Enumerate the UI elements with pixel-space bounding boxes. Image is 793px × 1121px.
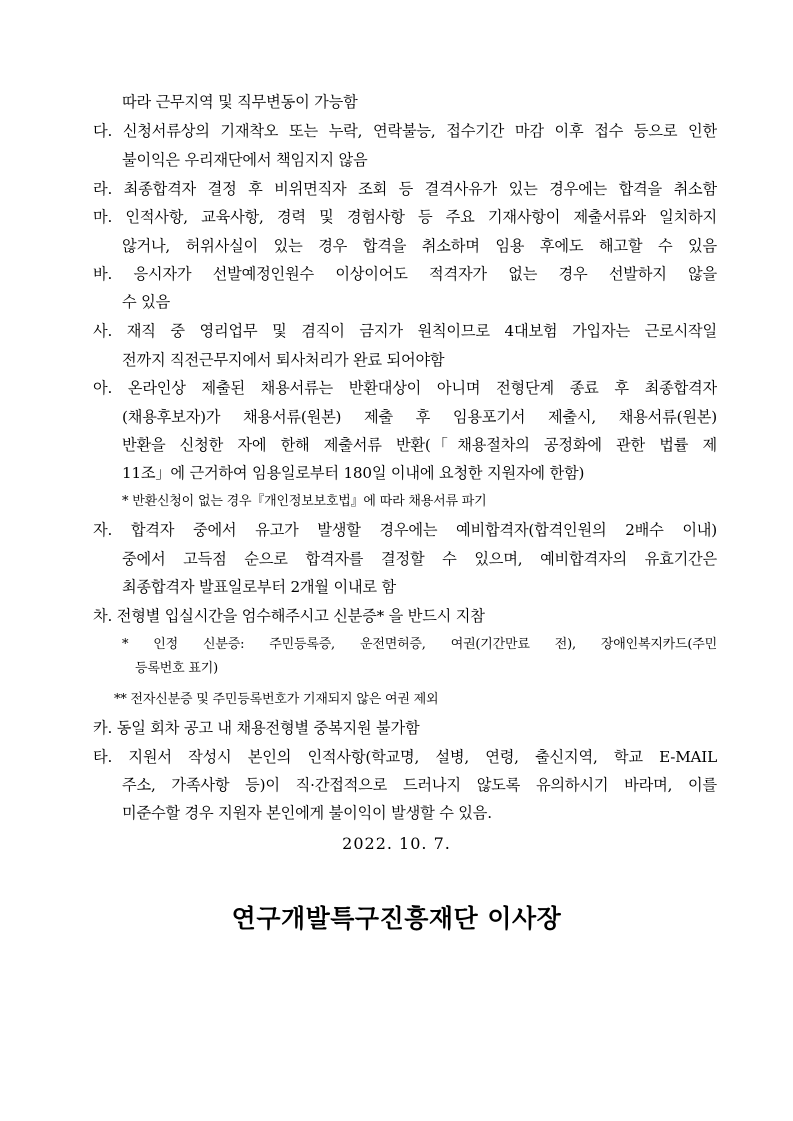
body-line: (채용후보자)가 채용서류(원본) 제출 후 임용포기서 제출시, 채용서류(원본)	[122, 408, 717, 426]
footnote: * 반환신청이 없는 경우『개인정보보호법』에 따라 채용서류 파기	[122, 494, 487, 509]
body-line: 않거나, 허위사실이 있는 경우 합격을 취소하며 임용 후에도 해고할 수 있음	[122, 237, 717, 255]
list-item-ja: 자. 합격자 중에서 유고가 발생할 경우에는 예비합격자(합격인원의 2배수 이내)	[93, 521, 717, 539]
body-line: 11조」에 근거하여 임용일로부터 180일 이내에 요청한 지원자에 한함)	[122, 464, 585, 482]
body-line: 전까지 직전근무지에서 퇴사처리가 완료 되어야함	[122, 351, 445, 369]
footnote: 등록번호 표기)	[135, 661, 218, 676]
body-line: 최종합격자 발표일로부터 2개월 이내로 함	[122, 578, 396, 596]
body-line: 주소, 가족사항 등)이 직·간접적으로 드러나지 않도록 유의하시기 바라며, 이를	[122, 776, 717, 794]
list-item-sa: 사. 재직 중 영리업무 및 겸직이 금지가 원칙이므로 4대보험 가입자는 근로시작일	[93, 322, 717, 340]
list-item-ma: 마. 인적사항, 교육사항, 경력 및 경험사항 등 주요 기재사항이 제출서류와 일치하지	[93, 208, 717, 226]
signer-title: 연구개발특구진흥재단 이사장	[231, 904, 562, 933]
body-line: 중에서 고득점 순으로 합격자를 결정할 수 있으며, 예비합격자의 유효기간은	[122, 550, 717, 568]
list-item-ta: 타. 지원서 작성시 본인의 인적사항(학교명, 설병, 연령, 출신지역, 학교 E-MAIL	[93, 748, 717, 766]
list-item-ba: 바. 응시자가 선발예정인원수 이상이어도 적격자가 없는 경우 선발하지 않을	[93, 265, 717, 283]
body-line: 불이익은 우리재단에서 책임지지 않음	[122, 151, 368, 169]
list-item-cha: 차. 전형별 입실시간을 엄수해주시고 신분증* 을 반드시 지참	[93, 607, 485, 625]
list-item-a: 아. 온라인상 제출된 채용서류는 반환대상이 아니며 전형단계 종료 후 최종합격자	[93, 379, 717, 397]
footnote: * 인정 신분증: 주민등록증, 운전면허증, 여권(기간만료 전), 장애인복지카드(주민	[122, 637, 717, 652]
body-line: 반환을 신청한 자에 한해 제출서류 반환(「채용절차의 공정화에 관한 법률 제	[122, 436, 717, 454]
document-date: 2022. 10. 7.	[342, 834, 451, 853]
body-line: 수 있음	[122, 293, 171, 311]
body-line: 따라 근무지역 및 직무변동이 가능함	[122, 93, 358, 111]
list-item-ra: 라. 최종합격자 결정 후 비위면직자 조회 등 결격사유가 있는 경우에는 합격을 취소함	[93, 180, 717, 198]
list-item-da: 다. 신청서류상의 기재착오 또는 누락, 연락불능, 접수기간 마감 이후 접수 등으로 인한	[93, 122, 717, 140]
body-line: 미준수할 경우 지원자 본인에게 불이익이 발생할 수 있음.	[122, 804, 492, 822]
list-item-ka: 카. 동일 회차 공고 내 채용전형별 중복지원 불가함	[93, 719, 420, 737]
footnote: ** 전자신분증 및 주민등록번호가 기재되지 않은 여권 제외	[114, 692, 439, 707]
